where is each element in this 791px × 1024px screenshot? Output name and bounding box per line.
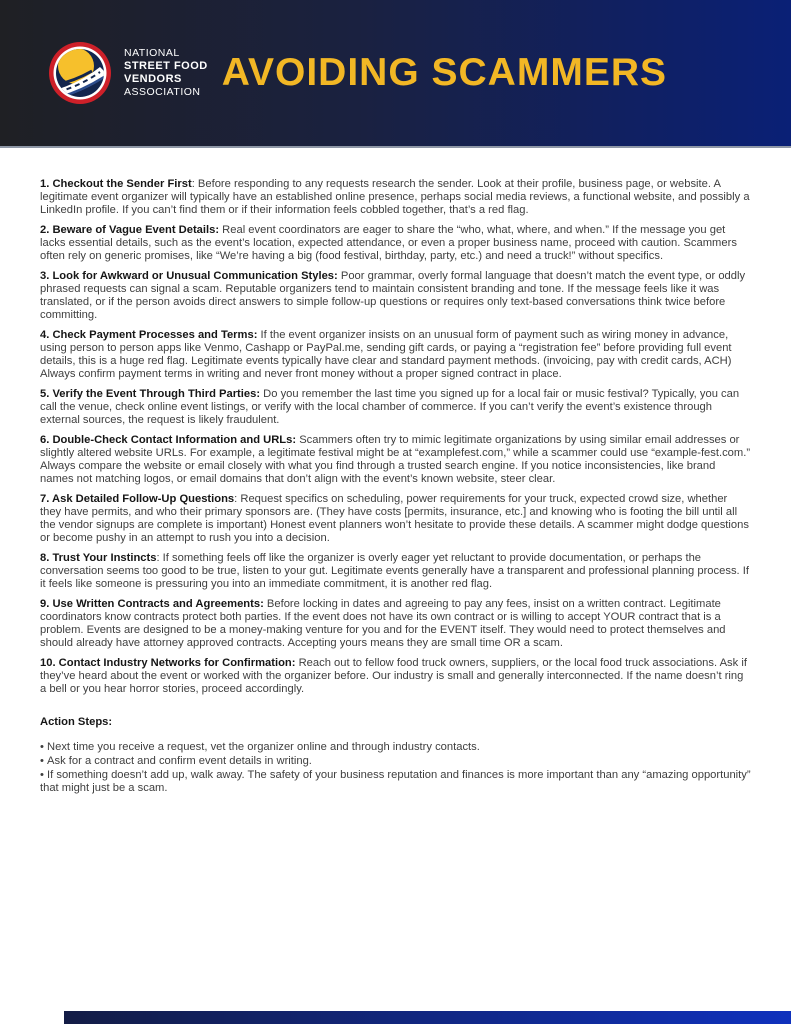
guideline-heading: 7. Ask Detailed Follow-Up Questions [40, 493, 235, 505]
guideline-item-4 [40, 329, 751, 381]
logo-org-line: NATIONAL [124, 47, 180, 59]
guideline-heading: 6. Double-Check Contact Information and URLs: [40, 434, 297, 446]
guideline-text: Scammers often try to mimic legitimate organizations by using similar email addresses or slightly altered website URLs. For example, a legitimate festival might be at “examplefest.com,” while a scammer could use “example-fest.com.” Always compare the website or email closely with what you find through a trusted search engine. If you notice inconsistencies, like brand names not matching logos, or email domains that don’t align with the event’s known website, steer clear. [40, 434, 751, 485]
guideline-text: : Request specifics on scheduling, power requirements for your truck, expected crowd size, whether they have permits, and who their primary sponsors are. (They have costs [permits, insurance, etc.] and knowing who is footing the bill until all the vendor signups are complete is important) Honest event planners won’t hesitate to provide these details. A scammer might dodge questions or become pushy in an attempt to rush you into a decision. [40, 493, 749, 544]
guideline-heading: 3. Look for Awkward or Unusual Communication Styles: [40, 270, 338, 282]
guideline-item-3 [40, 270, 751, 322]
guideline-item-6 [40, 434, 751, 486]
page-title: AVOIDING SCAMMERS [221, 51, 668, 94]
guideline-item-5 [40, 388, 751, 427]
guideline-text: Reach out to fellow food truck owners, suppliers, or the local food truck associations. Ask if they’ve heard about the event or worked with the organizer before. Our industry is small and generally interconnected. If the name doesn’t ring a bell or you hear horror stories, proceed accordingly. [40, 657, 747, 695]
action-steps-heading: Action Steps: [40, 716, 113, 728]
guideline-heading: 9. Use Written Contracts and Agreements: [40, 598, 264, 610]
guideline-heading: 1. Checkout the Sender First [40, 178, 192, 190]
guideline-item-10 [40, 657, 751, 696]
logo-org-line: VENDORS [124, 73, 182, 85]
guideline-text: : Before responding to any requests research the sender. Look at their profile, business page, or website. A legitimate event organizer will typically have an established online presence, perhaps social media reviews, a functional website, and possibly a LinkedIn profile. If you can’t find them or if their information feels cobbled together, that’s a red flag. [40, 178, 750, 216]
guideline-text: Poor grammar, overly formal language that doesn’t match the event type, or oddly phrased requests can signal a scam. Reputable organizers tend to maintain consistent branding and tone. If the message feels like it was translated, or if the person avoids direct answers to simple follow-up questions or requires only text-based conversations think twice before committing. [40, 270, 746, 321]
guideline-item-2 [40, 224, 751, 263]
guideline-heading: 4. Check Payment Processes and Terms: [40, 329, 258, 341]
guideline-heading: 8. Trust Your Instincts [40, 552, 157, 564]
guideline-text: Real event coordinators are eager to share the “who, what, where, and when.” If the message you get lacks essential details, such as the event’s location, expected attendance, or even a proper business name, proceed with caution. Scammers often rely on generic promises, like “We’re having a big (food festival, birthday, party, etc.) and need a truck!” without specifics. [40, 224, 737, 262]
action-step-item: • Next time you receive a request, vet the organizer online and through industry contacts. [40, 741, 751, 754]
guideline-heading: 5. Verify the Event Through Third Parties: [40, 388, 261, 400]
guideline-text: : If something feels off like the organizer is overly eager yet reluctant to provide documentation, or perhaps the conversation seems too good to be true, listen to your gut. Legitimate events generally have a transparent and professional planning process. If it feels like someone is pressuring you into an immediate commitment, it is another red flag. [40, 552, 749, 590]
logo-org-line: STREET FOOD [124, 60, 208, 72]
guideline-item-1 [40, 178, 751, 217]
guideline-heading: 10. Contact Industry Networks for Confirmation: [40, 657, 296, 669]
footer-accent-bar [64, 1011, 791, 1024]
guideline-item-8 [40, 552, 751, 591]
guideline-text: Do you remember the last time you signed up for a local fair or music festival? Typically, you can call the venue, check online event listings, or verify with the local chamber of commerce. If you can’t verify the event’s existence through external sources, the request is likely fraudulent. [40, 388, 740, 426]
header-banner [0, 0, 791, 148]
association-logo-block [48, 41, 208, 105]
title-area [208, 51, 791, 95]
action-step-item: • If something doesn’t add up, walk away. The safety of your business reputation and finances is more important than any “amazing opportunity” that might just be a scam. [40, 769, 751, 795]
guideline-text: If the event organizer insists on an unusual form of payment such as wiring money in advance, using person to person apps like Venmo, Cashapp or PayPal.me, sending gift cards, or paying a “registration fee” before providing full event details, this is a huge red flag. Legitimate events typically have clear and standard payment methods. (invoicing, pay with credit cards, ACH) Always confirm payment terms in writing and never front money without a proper signed contract in place. [40, 329, 732, 380]
action-step-item: • Ask for a contract and confirm event details in writing. [40, 755, 751, 768]
guideline-item-9 [40, 598, 751, 650]
action-steps-list [40, 741, 751, 795]
guideline-heading: 2. Beware of Vague Event Details: [40, 224, 220, 236]
logo-org-line: ASSOCIATION [124, 86, 201, 98]
sun-over-highway-logo-icon [48, 41, 112, 105]
guideline-item-7 [40, 493, 751, 545]
guideline-text: Before locking in dates and agreeing to pay any fees, insist on a written contract. Legitimate coordinators know contracts protect both parties. If the event does not have its own contract or is willing to accept YOUR contract that is a problem. Events are designed to be a money-making venture for you and for the EVENT itself. They would need to protect themselves and should already have attorney approved contracts. Accepting yours means they are small time OR a scam. [40, 598, 726, 649]
guidelines-content [0, 148, 791, 796]
association-name [124, 47, 208, 99]
